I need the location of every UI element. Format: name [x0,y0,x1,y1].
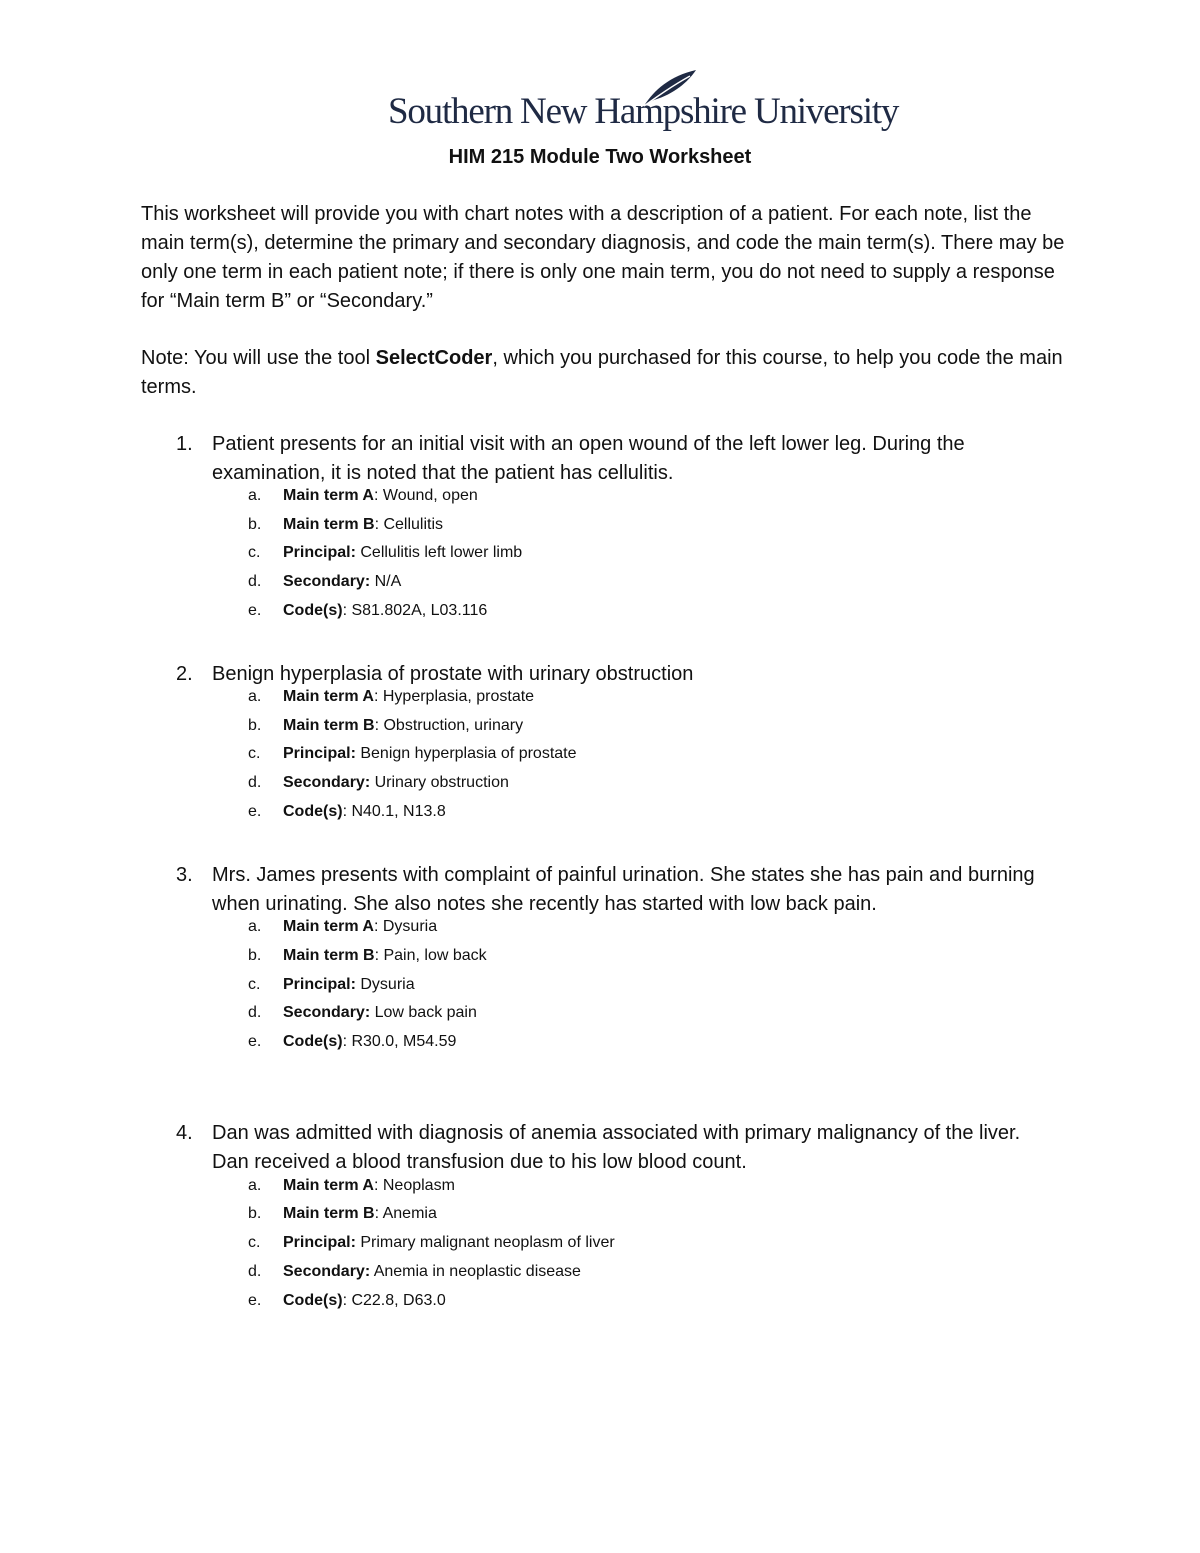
item-label: Main term B [283,516,375,533]
answer-item [0,947,1200,976]
answer-item [0,717,1200,746]
item-label: Main term A [283,688,374,705]
answer-item [0,516,1200,545]
question-text: Benign hyperplasia of prostate with urinary obstruction [212,663,694,685]
answer-item [0,602,1200,631]
item-value: Dysuria [360,976,415,993]
item-label: Principal: [283,1234,356,1251]
item-value: N/A [374,573,402,590]
answer-item [0,1033,1200,1062]
item-label: Main term B [283,947,375,964]
item-label: Principal: [283,976,356,993]
item-value: Dysuria [382,918,438,935]
answer-item [0,803,1200,832]
item-value: Neoplasm [382,1177,455,1194]
answer-item [0,1292,1200,1321]
item-value: R30.0, M54.59 [351,1033,457,1050]
item-label: Code(s) [283,803,343,820]
item-letter: b. [248,516,262,533]
question-number: 4. [176,1122,193,1144]
item-sep: : [374,516,384,533]
intro-paragraph: This worksheet will provide you with chart notes with a description of a patient. For each note, list the main term(s), determine the primary and secondary diagnosis, and code the main term(s). There may be only one term in each patient note; if there is only one main term, you do not need to supply a response for “Main term B” or “Secondary.” [141,203,1065,312]
question-text: Mrs. James presents with complaint of painful urination. She states she has pain and burning when urinating. She also notes she recently has started with low back pain. [212,864,1035,915]
item-value: Pain, low back [383,947,487,964]
item-letter: b. [248,717,262,734]
answer-item [0,544,1200,573]
item-letter: e. [248,1292,262,1309]
item-letter: d. [248,1004,262,1021]
item-letter: c. [248,1234,261,1251]
note-suffix: , which you purchased for this course, to help you code the main terms. [141,347,1063,398]
item-label: Secondary: [283,774,371,791]
item-label: Code(s) [283,1292,343,1309]
question-text: Dan was admitted with diagnosis of anemia associated with primary malignancy of the liver. Dan received a blood transfusion due to his low blood count. [212,1122,1021,1173]
item-label: Main term A [283,918,374,935]
item-sep: : [373,918,383,935]
item-label: Main term A [283,487,374,504]
item-label: Secondary: [283,573,371,590]
answer-item [0,1004,1200,1033]
item-label: Main term A [283,1177,374,1194]
answer-item [0,1263,1200,1292]
item-value: Urinary obstruction [374,774,509,791]
item-sep: : [342,602,352,619]
item-letter: a. [248,487,262,504]
logo-text: Southern New Hampshire University [388,91,899,132]
question-number: 3. [176,864,193,886]
item-sep: : [374,1205,383,1222]
item-letter: a. [248,918,262,935]
item-sep: : [373,1177,383,1194]
item-letter: a. [248,688,262,705]
question-number: 1. [176,433,193,455]
question-text: Patient presents for an initial visit with an open wound of the left lower leg. During the examination, it is noted that the patient has cellulitis. [212,433,965,484]
item-value: S81.802A, L03.116 [351,602,488,619]
answer-item [0,774,1200,803]
leaf-icon [640,68,698,108]
item-label: Principal: [283,544,356,561]
answer-item [0,918,1200,947]
answer-item [0,1234,1200,1263]
item-letter: e. [248,803,262,820]
item-label: Main term B [283,717,375,734]
item-value: Cellulitis [383,516,444,533]
item-letter: e. [248,1033,262,1050]
item-value: C22.8, D63.0 [351,1292,446,1309]
item-label: Main term B [283,1205,375,1222]
item-letter: e. [248,602,262,619]
note-prefix: Note: You will use the tool [141,347,376,369]
item-value: N40.1, N13.8 [351,803,446,820]
item-letter: a. [248,1177,262,1194]
item-letter: b. [248,1205,262,1222]
item-sep: : [342,1033,352,1050]
tool-name: SelectCoder [375,347,493,369]
item-letter: c. [248,976,261,993]
item-value: Hyperplasia, prostate [382,688,535,705]
answer-item [0,688,1200,717]
item-letter: d. [248,774,262,791]
item-sep: : [342,803,352,820]
item-label: Code(s) [283,602,343,619]
answer-item [0,1177,1200,1206]
answer-item [0,1205,1200,1234]
item-sep: : [374,717,384,734]
item-label: Secondary: [283,1263,371,1280]
item-value: Low back pain [374,1004,477,1021]
item-value: Benign hyperplasia of prostate [360,745,577,762]
item-value: Anemia in neoplastic disease [373,1263,581,1280]
page-title: HIM 215 Module Two Worksheet [448,146,752,168]
item-label: Principal: [283,745,356,762]
item-letter: c. [248,745,261,762]
item-letter: d. [248,573,262,590]
note-paragraph [141,344,1076,402]
item-value: Cellulitis left lower limb [360,544,523,561]
item-letter: b. [248,947,262,964]
item-letter: d. [248,1263,262,1280]
item-value: Obstruction, urinary [383,717,524,734]
item-sep: : [342,1292,352,1309]
item-sep: : [373,487,383,504]
item-letter: c. [248,544,261,561]
answer-item [0,487,1200,516]
item-sep: : [374,947,384,964]
item-value: Anemia [382,1205,437,1222]
answer-item [0,745,1200,774]
item-label: Secondary: [283,1004,371,1021]
answer-item [0,976,1200,1005]
answer-item [0,573,1200,602]
item-label: Code(s) [283,1033,343,1050]
item-sep: : [373,688,383,705]
item-value: Primary malignant neoplasm of liver [360,1234,615,1251]
item-value: Wound, open [382,487,478,504]
university-logo [388,68,899,134]
question-number: 2. [176,663,193,685]
